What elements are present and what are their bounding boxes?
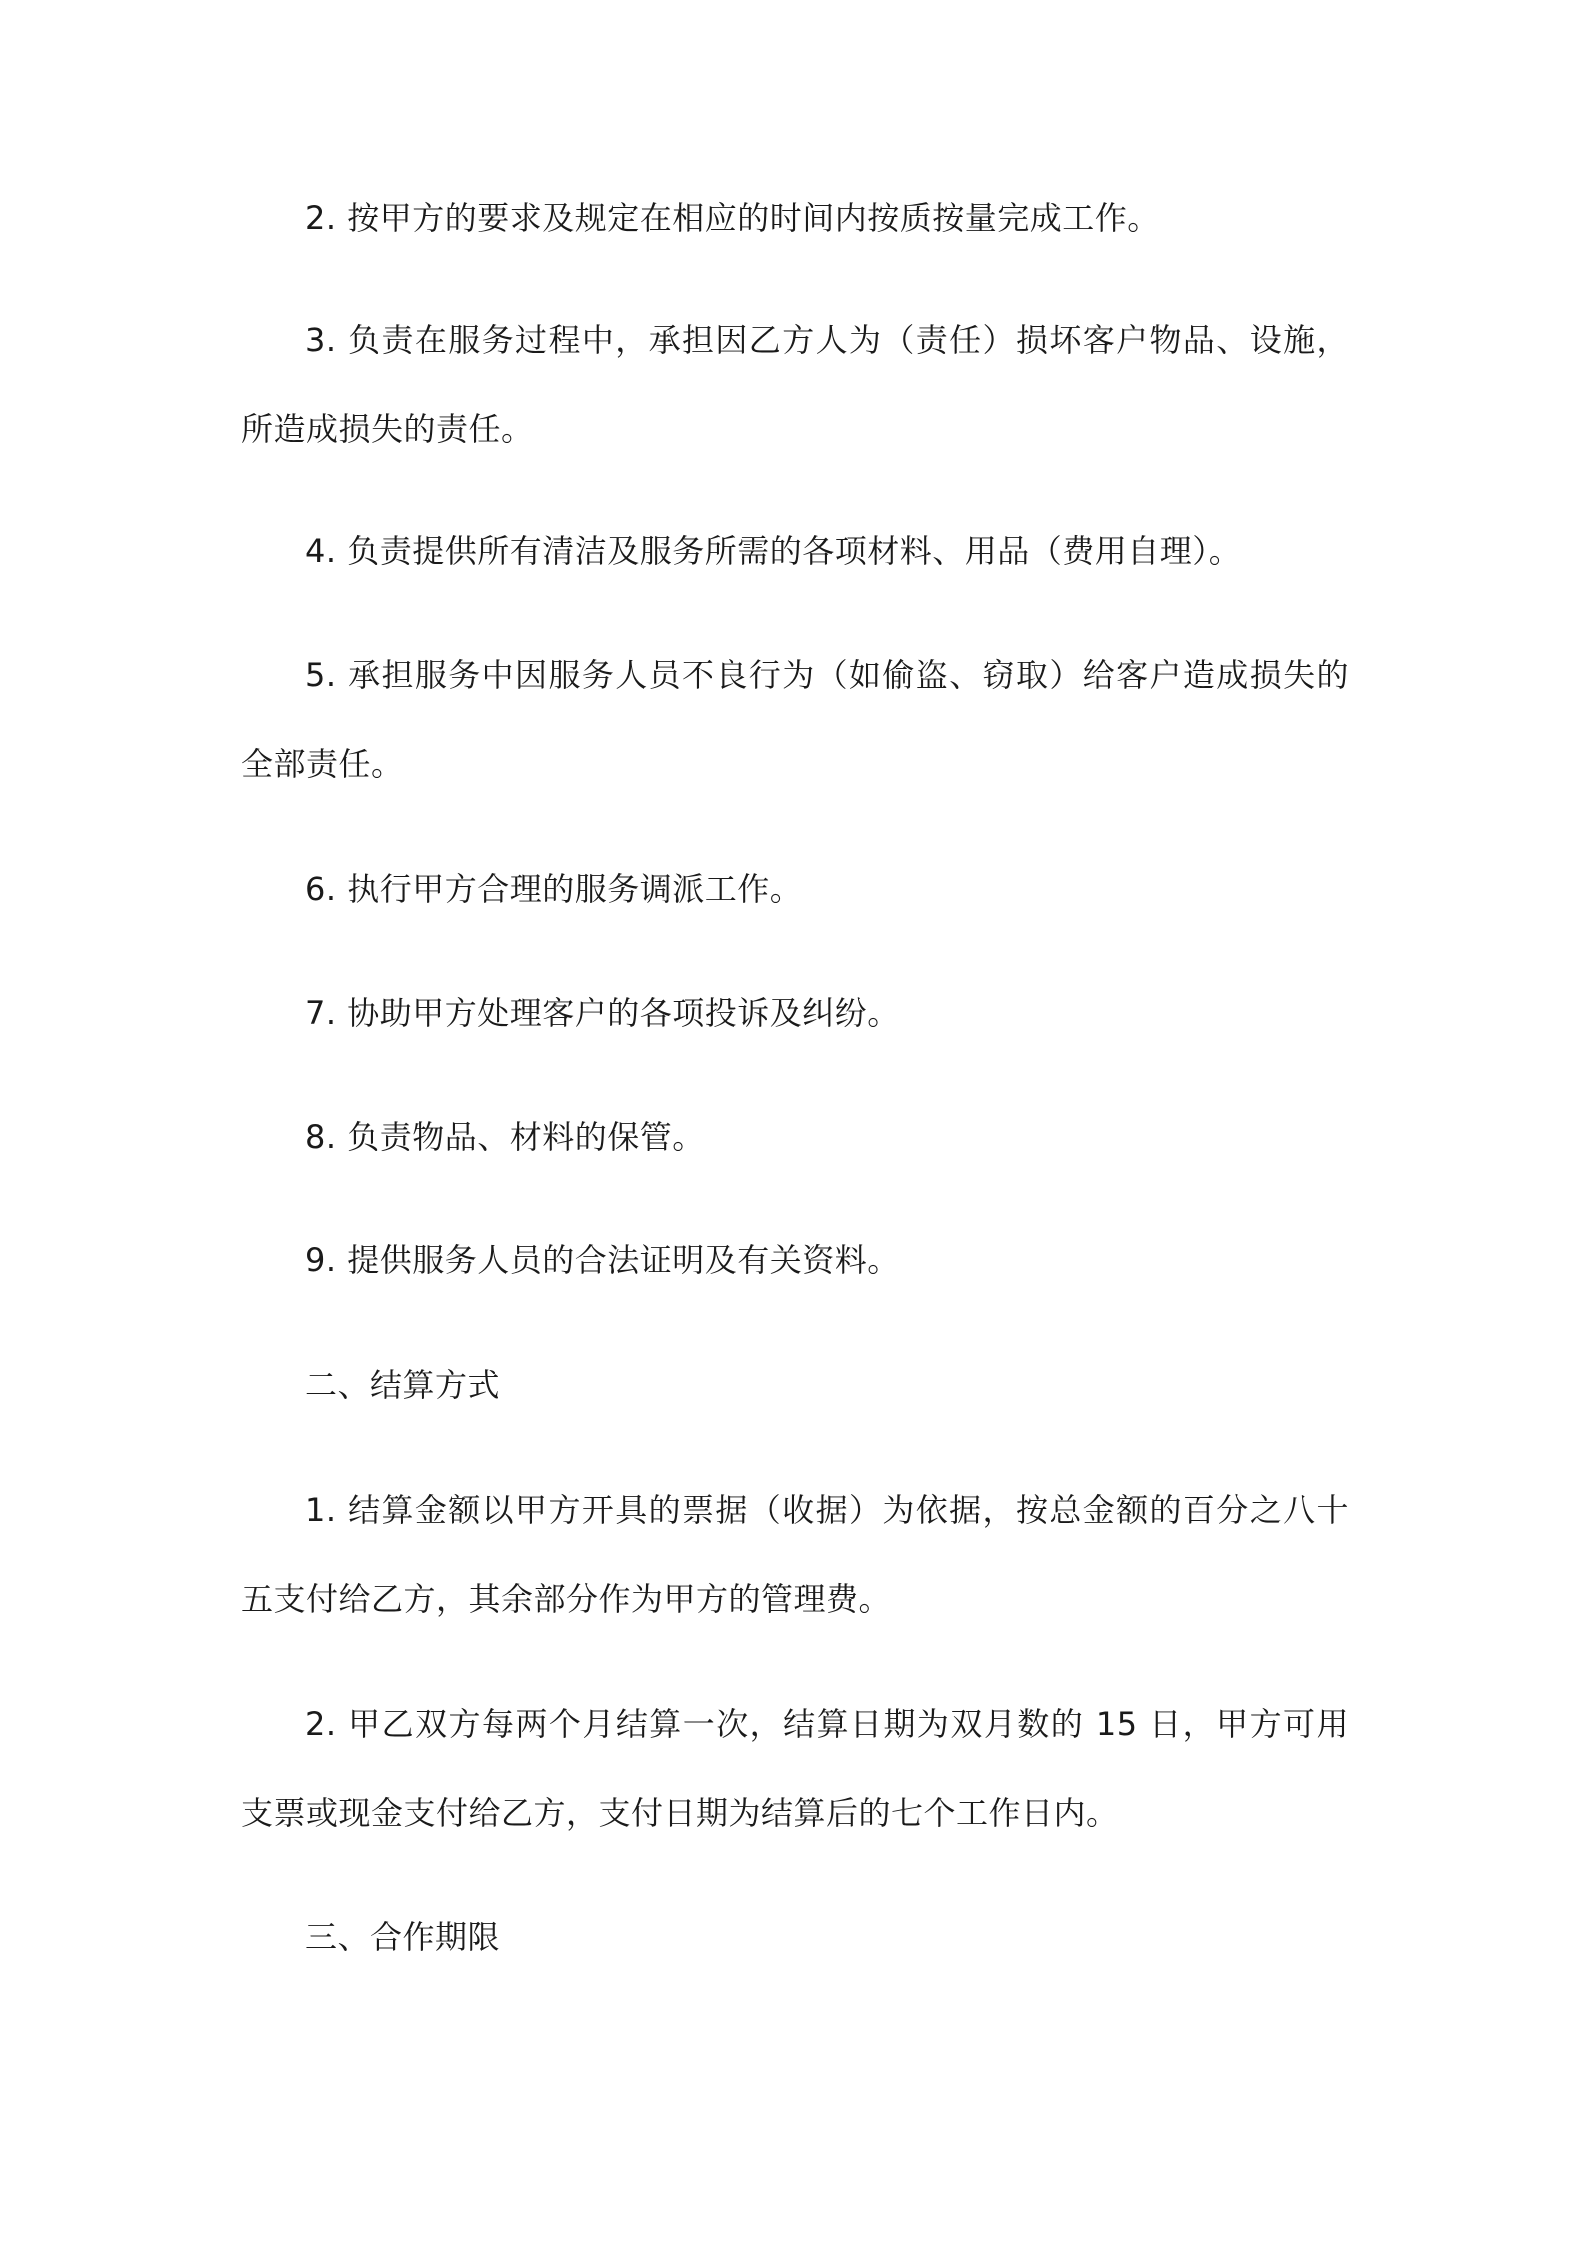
clause-2: 2. 按甲方的要求及规定在相应的时间内按质按量完成工作。: [305, 199, 1160, 237]
clause-9: 9. 提供服务人员的合法证明及有关资料。: [305, 1241, 900, 1279]
section-heading-term: 三、合作期限: [305, 1918, 501, 1956]
settlement-clause-1: 1. 结算金额以甲方开具的票据（收据）为依据，按总金额的百分之八十五支付给乙方，其余部分作为甲方的管理费。: [241, 1491, 1349, 1618]
clause-7: 7. 协助甲方处理客户的各项投诉及纠纷。: [305, 994, 900, 1032]
clause-3: 3. 负责在服务过程中，承担因乙方人为（责任）损坏客户物品、设施，所造成损失的责任。: [241, 321, 1349, 448]
clause-5: 5. 承担服务中因服务人员不良行为（如偷盗、窃取）给客户造成损失的全部责任。: [241, 656, 1349, 783]
settlement-clause-2: 2. 甲乙双方每两个月结算一次，结算日期为双月数的 15 日，甲方可用支票或现金支付给乙方，支付日期为结算后的七个工作日内。: [241, 1705, 1349, 1832]
clause-8: 8. 负责物品、材料的保管。: [305, 1118, 705, 1156]
clause-6: 6. 执行甲方合理的服务调派工作。: [305, 870, 803, 908]
clause-4: 4. 负责提供所有清洁及服务所需的各项材料、用品（费用自理）。: [305, 532, 1242, 570]
section-heading-settlement: 二、结算方式: [305, 1366, 501, 1404]
